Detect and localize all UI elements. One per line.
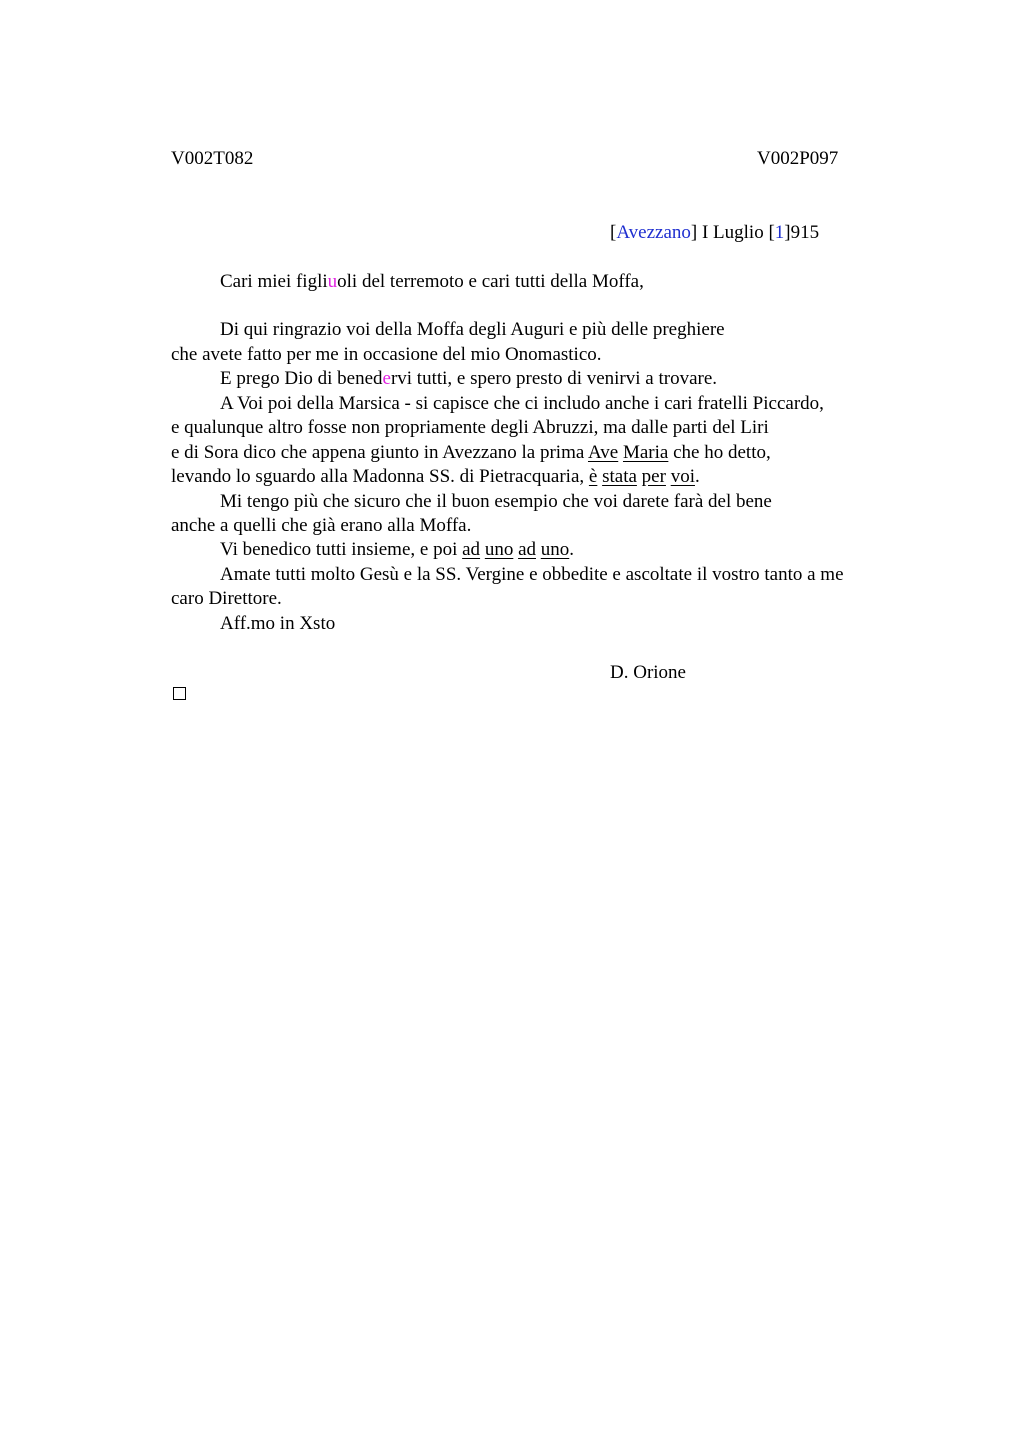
underlined-uno-1: uno bbox=[484, 539, 514, 560]
dateline-bracket-open: [ bbox=[610, 222, 617, 243]
body-line-10 bbox=[220, 538, 574, 562]
dateline-digit: 1 bbox=[774, 222, 785, 243]
dateline-year: ]915 bbox=[784, 222, 820, 243]
body-line-3-text-1: E prego Dio di bened bbox=[220, 368, 383, 389]
archive-code-right: V002P097 bbox=[757, 148, 839, 169]
body-line-7 bbox=[171, 465, 700, 489]
body-line-5: e qualunque altro fosse non propriamente degli Abruzzi, ma dalle parti del Liri bbox=[171, 417, 769, 438]
salutation-text-2: oli del terremoto e cari tutti della Moffa, bbox=[337, 271, 644, 292]
underlined-ave: Ave bbox=[587, 442, 619, 463]
body-line-10-text-1: Vi benedico tutti insieme, e poi bbox=[220, 539, 463, 560]
body-line-12: caro Direttore. bbox=[171, 588, 282, 609]
body-line-6-text-2: che ho detto, bbox=[668, 442, 771, 463]
body-line-11: Amate tutti molto Gesù e la SS. Vergine e obbedite e ascoltate il vostro tanto a me bbox=[220, 564, 844, 585]
body-line-4: A Voi poi della Marsica - si capisce che ci includo anche i cari fratelli Piccardo, bbox=[220, 393, 824, 414]
dateline-place: Avezzano bbox=[616, 222, 691, 243]
underlined-e: è bbox=[588, 466, 598, 487]
archive-code-left: V002T082 bbox=[171, 148, 254, 169]
salutation-text-1: Cari miei figli bbox=[220, 271, 328, 292]
body-line-3 bbox=[220, 367, 717, 391]
body-line-10-end: . bbox=[569, 539, 574, 560]
underlined-ad-1: ad bbox=[462, 539, 481, 560]
salutation bbox=[220, 270, 644, 294]
closing: Aff.mo in Xsto bbox=[220, 613, 336, 634]
body-line-2: che avete fatto per me in occasione del mio Onomastico. bbox=[171, 344, 602, 365]
underlined-per: per bbox=[641, 466, 666, 487]
underlined-ad-2: ad bbox=[518, 539, 536, 560]
body-line-3-text-2: rvi tutti, e spero presto di venirvi a trovare. bbox=[390, 368, 718, 389]
body-line-1: Di qui ringrazio voi della Moffa degli Auguri e più delle preghiere bbox=[220, 319, 725, 340]
body-line-8: Mi tengo più che sicuro che il buon esempio che voi darete farà del bene bbox=[220, 491, 772, 512]
body-line-6-text-1: e di Sora dico che appena giunto in Avezzano la prima bbox=[171, 442, 588, 463]
dateline-month: ] I Luglio [ bbox=[690, 222, 775, 243]
body-line-7-text-1: levando lo sguardo alla Madonna SS. di Pietracquaria, bbox=[171, 466, 589, 487]
underlined-voi: voi bbox=[670, 466, 695, 487]
dateline bbox=[610, 221, 819, 245]
body-line-9: anche a quelli che già erano alla Moffa. bbox=[171, 515, 472, 536]
signature: D. Orione bbox=[610, 662, 686, 683]
underlined-maria: Maria bbox=[622, 442, 669, 463]
checkbox-square-icon bbox=[173, 687, 186, 700]
body-line-7-end: . bbox=[694, 466, 700, 487]
underlined-stata: stata bbox=[602, 466, 637, 487]
salutation-highlight: u bbox=[327, 271, 338, 292]
underlined-uno-2: uno bbox=[540, 539, 570, 560]
body-line-6 bbox=[171, 441, 771, 465]
body-line-3-highlight: e bbox=[382, 368, 391, 389]
